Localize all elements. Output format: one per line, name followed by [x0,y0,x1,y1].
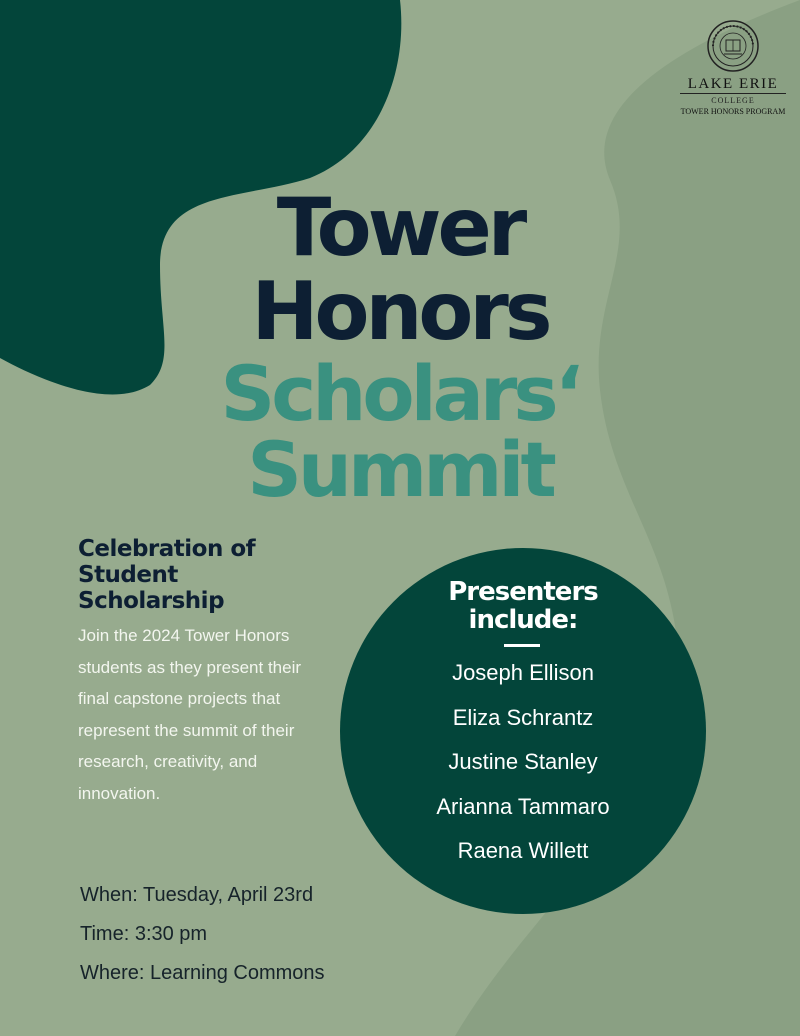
lake-erie-college-logo [680,20,786,116]
event-when: When: Tuesday, April 23rd [80,884,314,906]
event-description-block [78,536,318,809]
event-details [80,876,400,993]
presenter-name: Joseph Ellison [452,660,594,685]
title-tower: Tower [276,181,524,274]
presenter-name: Eliza Schrantz [452,704,594,730]
presenters-heading [340,578,706,634]
subtitle-line-1: Celebration of [78,536,256,562]
presenters-heading-line-1: Presenters [448,577,598,607]
event-where: Where: Learning Commons [80,962,325,984]
program-name: TOWER HONORS PROGRAM [680,107,786,116]
presenter-name: Arianna Tammaro [436,793,610,819]
presenters-heading-line-2: include: [468,605,578,635]
college-name: LAKE ERIE [680,76,786,94]
college-seal-icon [707,20,759,72]
event-subtitle [78,536,318,614]
presenter-name: Justine Stanley [448,749,598,774]
event-description: Join the 2024 Tower Honors students as they present their final capstone projects that represent the summit of their research, creativity, and innovation. [78,626,302,803]
presenters-circle [340,548,706,914]
title-scholars: Scholars‘ [220,349,580,438]
title-summit: Summit [247,425,553,514]
presenter-name: Raena Willett [457,838,589,863]
subtitle-line-2: Student [78,562,178,588]
subtitle-line-3: Scholarship [78,588,225,614]
presenters-list [340,651,706,874]
college-label: COLLEGE [711,96,755,105]
presenters-divider [504,644,540,647]
event-time: Time: 3:30 pm [80,923,208,945]
title-honors: Honors [251,265,549,358]
